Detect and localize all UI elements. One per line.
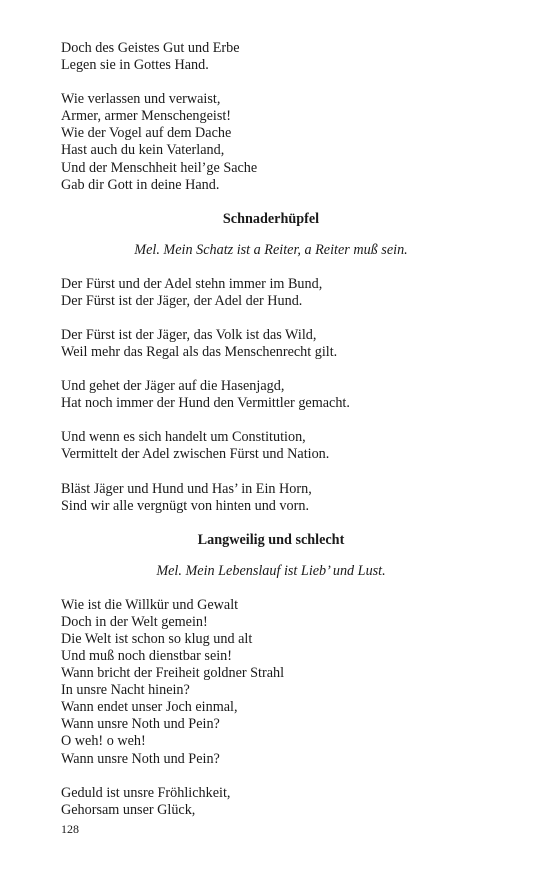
poem-stanza	[61, 429, 481, 463]
poem-line: Geduld ist unsre Fröhlichkeit,	[61, 784, 231, 801]
poem-line: Gehorsam unser Glück,	[61, 801, 196, 818]
poem-line: Wie der Vogel auf dem Dache	[61, 125, 232, 142]
poem-stanza	[61, 40, 481, 74]
poem-stanza	[61, 276, 481, 310]
poem-line: Bläst Jäger und Hund und Has’ in Ein Horn,	[61, 480, 312, 497]
poem-stanza	[61, 378, 481, 412]
poem-line: Armer, armer Menschengeist!	[61, 108, 232, 125]
poem-line: Gab dir Gott in deine Hand.	[61, 176, 220, 193]
poem-line: Wann unsre Noth und Pein?	[61, 750, 220, 767]
poem-stanza	[61, 785, 481, 819]
page-number: 128	[61, 822, 79, 836]
poem-line: Wann endet unser Joch einmal,	[61, 699, 238, 716]
poem-line: Doch in der Welt gemein!	[61, 613, 208, 630]
poem-line: Der Fürst ist der Jäger, der Adel der Hund.	[61, 292, 303, 309]
poem-line: Wann unsre Noth und Pein?	[61, 716, 220, 733]
poem-line: Hast auch du kein Vaterland,	[61, 142, 225, 159]
poem-line: Und gehet der Jäger auf die Hasenjagd,	[61, 378, 285, 395]
poem-line: Der Fürst und der Adel stehn immer im Bund,	[61, 275, 323, 292]
poem-line: Wie verlassen und verwaist,	[61, 91, 221, 108]
poem-line: Legen sie in Gottes Hand.	[61, 57, 209, 74]
melody-note: Mel. Mein Lebenslauf ist Lieb’ und Lust.	[156, 562, 386, 579]
poem-line: O weh! o weh!	[61, 733, 146, 750]
poem-line: Wann bricht der Freiheit goldner Strahl	[61, 665, 285, 682]
poem-line: Wie ist die Willkür und Gewalt	[61, 596, 239, 613]
poem-stanza	[61, 597, 481, 768]
melody-note: Mel. Mein Schatz ist a Reiter, a Reiter muß sein.	[134, 241, 408, 258]
poem-line: Vermittelt der Adel zwischen Fürst und Nation.	[61, 446, 330, 463]
poem-line: Die Welt ist schon so klug und alt	[61, 630, 253, 647]
poem-line: Weil mehr das Regal als das Menschenrecht gilt.	[61, 344, 338, 361]
poem-line: Sind wir alle vergnügt von hinten und vorn.	[61, 497, 309, 514]
poem-stanza	[61, 91, 481, 194]
section-title: Schnaderhüpfel	[222, 210, 320, 227]
poem-line: Hat noch immer der Hund den Vermittler gemacht.	[61, 395, 350, 412]
poem-line: Und wenn es sich handelt um Constitution,	[61, 429, 306, 446]
poem-stanza	[61, 327, 481, 361]
book-page	[61, 40, 481, 836]
poem-line: Der Fürst ist der Jäger, das Volk ist das Wild,	[61, 326, 317, 343]
poem-line: In unsre Nacht hinein?	[61, 682, 190, 699]
poem-stanza	[61, 481, 481, 515]
poem-line: Doch des Geistes Gut und Erbe	[61, 40, 240, 56]
section-title: Langweilig und schlecht	[197, 531, 345, 548]
poem-line: Und der Menschheit heil’ge Sache	[61, 159, 258, 176]
poem-line: Und muß noch dienstbar sein!	[61, 647, 233, 664]
